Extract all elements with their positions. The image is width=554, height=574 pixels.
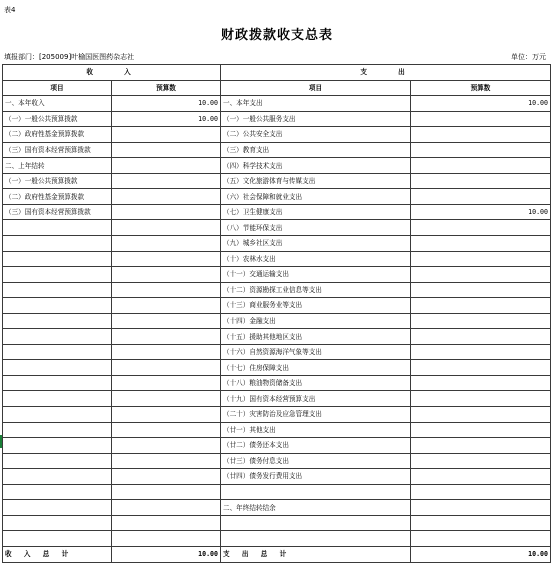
table-row [3,96,551,112]
income-item-cell[interactable] [3,282,112,298]
expense-budget-cell[interactable] [411,375,551,391]
income-budget-cell[interactable] [112,422,221,438]
table-row [3,127,551,143]
income-item-cell[interactable] [3,220,112,236]
table-row [3,267,551,283]
expense-item-cell[interactable] [221,515,411,531]
table-row [3,189,551,205]
expense-item-cell[interactable]: （七）卫生健康支出 [221,204,411,220]
expense-item-cell[interactable]: （六）社会保障和就业支出 [221,189,411,205]
table-row [3,484,551,500]
expense-budget-cell[interactable] [411,391,551,407]
income-item-header[interactable]: 项目 [3,80,112,96]
income-item-cell[interactable] [3,267,112,283]
expense-item-cell[interactable]: （十四）金融支出 [221,313,411,329]
expense-budget-cell[interactable] [411,189,551,205]
column-header-row [3,80,551,96]
table-row [3,422,551,438]
table-row [3,375,551,391]
expense-budget-cell[interactable] [411,484,551,500]
income-item-cell[interactable] [3,484,112,500]
income-budget-header[interactable]: 预算数 [112,80,221,96]
income-budget-cell[interactable] [112,282,221,298]
table-row [3,111,551,127]
expense-item-cell[interactable] [221,484,411,500]
expense-budget-cell[interactable] [411,127,551,143]
table-row [3,173,551,189]
income-budget-cell[interactable] [112,236,221,252]
expense-item-cell[interactable]: （九）城乡社区支出 [221,236,411,252]
expense-item-cell[interactable]: （廿三）债务付息支出 [221,453,411,469]
income-item-cell[interactable] [3,236,112,252]
income-budget-cell[interactable] [112,173,221,189]
income-item-cell[interactable] [3,391,112,407]
table-row [3,391,551,407]
table-row [3,236,551,252]
income-budget-cell[interactable] [112,267,221,283]
income-item-cell[interactable]: （三）国有资本经营预算拨款 [3,204,112,220]
expense-item-cell[interactable]: （十）农林水支出 [221,251,411,267]
table-row [3,469,551,485]
expense-budget-cell[interactable] [411,407,551,423]
expense-budget-cell[interactable] [411,282,551,298]
currency-unit: 单位：万元 [511,53,546,61]
table-row [3,142,551,158]
table-row [3,204,551,220]
table-row [3,220,551,236]
expense-item-cell[interactable]: 二、年终结转结余 [221,500,411,516]
expense-budget-cell[interactable]: 10.00 [411,204,551,220]
income-budget-cell[interactable] [112,329,221,345]
reporting-unit: 填报部门：[205009]叶榆国医图药杂志社 [4,53,135,61]
income-budget-cell[interactable] [112,127,221,143]
total-expense-label[interactable]: 支 出 总 计 [221,546,411,562]
expense-item-cell[interactable]: （十五）援助其他地区支出 [221,329,411,345]
expense-budget-cell[interactable] [411,173,551,189]
income-item-cell[interactable] [3,407,112,423]
expense-budget-cell[interactable] [411,531,551,547]
total-income-label[interactable]: 收 入 总 计 [3,546,112,562]
income-budget-cell[interactable] [112,189,221,205]
income-budget-cell[interactable] [112,531,221,547]
income-item-cell[interactable] [3,360,112,376]
income-item-cell[interactable] [3,531,112,547]
income-item-cell[interactable] [3,438,112,454]
expense-budget-cell[interactable] [411,142,551,158]
expense-item-cell[interactable] [221,531,411,547]
table-row [3,344,551,360]
table-row [3,282,551,298]
expense-budget-cell[interactable] [411,158,551,174]
expense-item-cell[interactable]: （八）节能环保支出 [221,220,411,236]
expense-budget-cell[interactable] [411,438,551,454]
income-budget-cell[interactable] [112,298,221,314]
expense-item-cell[interactable]: 一、本年支出 [221,96,411,112]
table-row [3,251,551,267]
expense-budget-cell[interactable] [411,453,551,469]
income-budget-cell[interactable] [112,438,221,454]
expense-budget-cell[interactable] [411,469,551,485]
income-item-cell[interactable]: （三）国有资本经营预算拨款 [3,142,112,158]
expense-item-cell[interactable]: （二十）灾害防治及应急管理支出 [221,407,411,423]
table-row [3,515,551,531]
expense-item-header[interactable]: 项目 [221,80,411,96]
income-budget-cell[interactable] [112,375,221,391]
income-budget-cell[interactable] [112,344,221,360]
expense-item-cell[interactable]: （廿二）债务还本支出 [221,438,411,454]
expense-budget-cell[interactable] [411,267,551,283]
income-budget-cell[interactable] [112,220,221,236]
income-budget-cell[interactable] [112,142,221,158]
expense-budget-header[interactable]: 预算数 [411,80,551,96]
expense-item-cell[interactable]: （十六）自然资源海洋气象等支出 [221,344,411,360]
table-row [3,360,551,376]
income-budget-cell[interactable] [112,469,221,485]
income-budget-cell[interactable] [112,251,221,267]
expense-item-cell[interactable]: （廿四）债务发行费用支出 [221,469,411,485]
expense-budget-cell[interactable] [411,515,551,531]
table-row [3,453,551,469]
income-item-cell[interactable] [3,329,112,345]
expense-budget-cell[interactable] [411,360,551,376]
expense-budget-cell[interactable]: 10.00 [411,96,551,112]
expense-budget-cell[interactable] [411,500,551,516]
budget-summary-table [2,64,551,563]
expense-item-cell[interactable]: （一）一般公共服务支出 [221,111,411,127]
income-item-cell[interactable]: （二）政府性基金预算拨款 [3,189,112,205]
expense-budget-cell[interactable] [411,422,551,438]
expense-budget-cell[interactable] [411,251,551,267]
income-item-cell[interactable]: 二、上年结转 [3,158,112,174]
income-budget-cell[interactable] [112,360,221,376]
income-budget-cell[interactable] [112,484,221,500]
income-item-cell[interactable] [3,298,112,314]
total-income-value[interactable]: 10.00 [112,546,221,562]
income-budget-cell[interactable] [112,158,221,174]
income-budget-cell[interactable] [112,407,221,423]
expense-budget-cell[interactable] [411,313,551,329]
section-header-row [3,65,551,81]
expense-item-cell[interactable]: （十二）资源勘探工业信息等支出 [221,282,411,298]
expense-item-cell[interactable]: （廿一）其他支出 [221,422,411,438]
expense-budget-cell[interactable] [411,111,551,127]
income-item-cell[interactable]: （一）一般公共预算拨款 [3,111,112,127]
income-budget-cell[interactable] [112,500,221,516]
expense-item-cell[interactable]: （十八）粮油物资储备支出 [221,375,411,391]
expense-item-cell[interactable]: （三）教育支出 [221,142,411,158]
income-item-cell[interactable] [3,422,112,438]
income-budget-cell[interactable]: 10.00 [112,96,221,112]
table-title: 财政拨款收支总表 [220,28,333,43]
table-row [3,438,551,454]
income-item-cell[interactable]: （一）一般公共预算拨款 [3,173,112,189]
expense-section-header[interactable]: 支 出 [221,65,551,81]
sheet-tag: 表4 [4,6,16,14]
income-budget-cell[interactable] [112,204,221,220]
table-row [3,298,551,314]
income-section-header[interactable]: 收 入 [3,65,221,81]
income-item-cell[interactable]: （二）政府性基金预算拨款 [3,127,112,143]
income-item-cell[interactable] [3,515,112,531]
expense-budget-cell[interactable] [411,344,551,360]
income-item-cell[interactable] [3,500,112,516]
table-row [3,407,551,423]
income-item-cell[interactable] [3,469,112,485]
expense-item-cell[interactable]: （二）公共安全支出 [221,127,411,143]
income-budget-cell[interactable] [112,453,221,469]
expense-item-cell[interactable]: （十七）住房保障支出 [221,360,411,376]
expense-budget-cell[interactable] [411,329,551,345]
income-item-cell[interactable] [3,313,112,329]
table-row [3,313,551,329]
income-item-cell[interactable] [3,344,112,360]
expense-item-cell[interactable]: （四）科学技术支出 [221,158,411,174]
expense-item-cell[interactable]: （十三）商业服务业等支出 [221,298,411,314]
income-item-cell[interactable] [3,251,112,267]
income-budget-cell[interactable] [112,391,221,407]
income-item-cell[interactable] [3,375,112,391]
table-row [3,329,551,345]
income-item-cell[interactable] [3,453,112,469]
table-row [3,500,551,516]
expense-budget-cell[interactable] [411,220,551,236]
expense-budget-cell[interactable] [411,298,551,314]
income-budget-cell[interactable] [112,313,221,329]
table-row [3,158,551,174]
table-row [3,531,551,547]
income-budget-cell[interactable] [112,515,221,531]
total-expense-value[interactable]: 10.00 [411,546,551,562]
expense-budget-cell[interactable] [411,236,551,252]
income-item-cell[interactable]: 一、本年收入 [3,96,112,112]
expense-item-cell[interactable]: （五）文化旅游体育与传媒支出 [221,173,411,189]
total-row [3,546,551,562]
selection-marker [0,435,2,448]
expense-item-cell[interactable]: （十一）交通运输支出 [221,267,411,283]
expense-item-cell[interactable]: （十九）国有资本经营预算支出 [221,391,411,407]
income-budget-cell[interactable]: 10.00 [112,111,221,127]
